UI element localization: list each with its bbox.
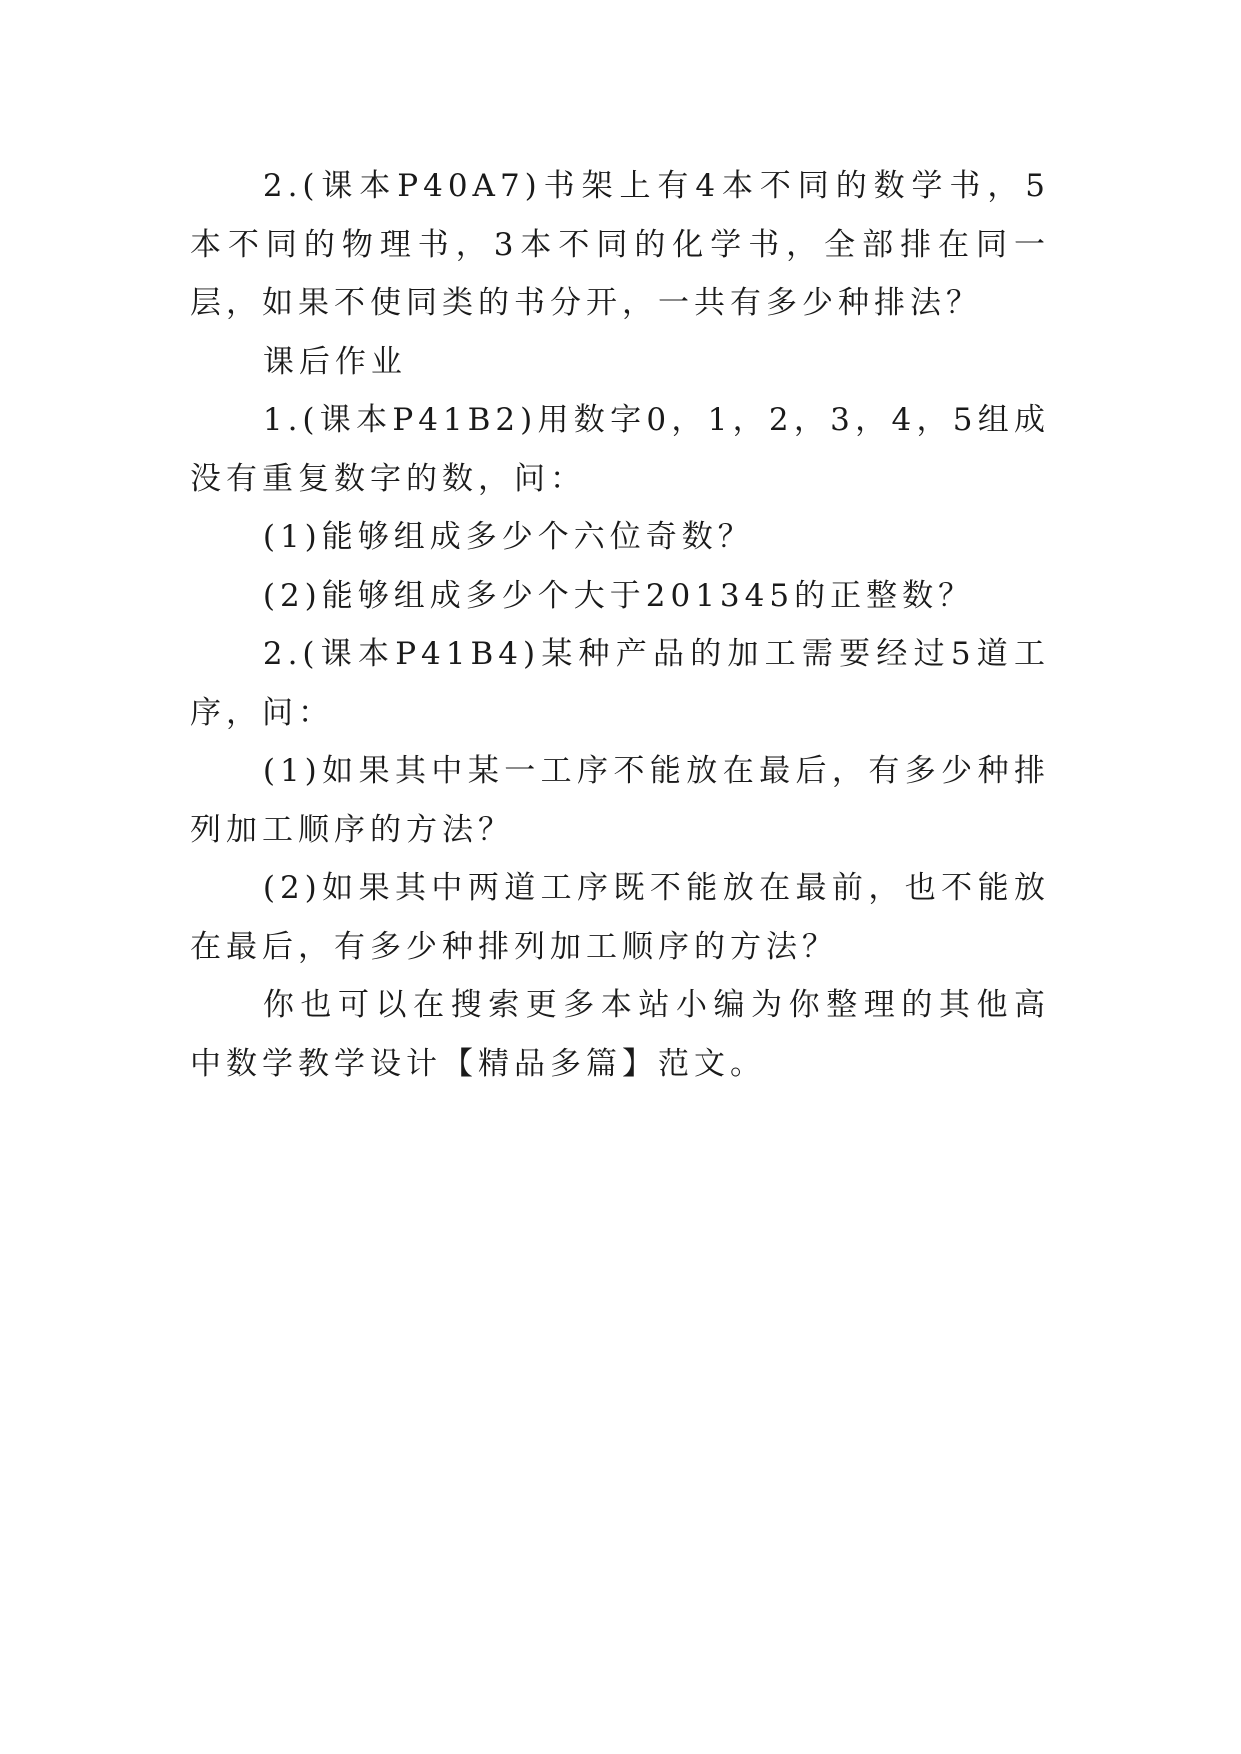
sub-question: (2)如果其中两道工序既不能放在最前，也不能放在最后，有多少种排列加工顺序的方法？ bbox=[190, 870, 1050, 965]
exercise-paragraph: 2.(课本P41B4)某种产品的加工需要经过5道工序，问： bbox=[190, 636, 1050, 731]
document-body bbox=[190, 157, 1050, 1093]
exercise-paragraph: 2.(课本P40A7)书架上有4本不同的数学书，5本不同的物理书，3本不同的化学书，全部排在同一层，如果不使同类的书分开，一共有多少种排法？ bbox=[190, 168, 1050, 321]
sub-question: (2)能够组成多少个大于201345的正整数？ bbox=[262, 577, 975, 614]
sub-question: (1)能够组成多少个六位奇数？ bbox=[262, 519, 754, 555]
exercise-paragraph: 1.(课本P41B2)用数字0，1，2，3，4，5组成没有重复数字的数，问： bbox=[190, 402, 1050, 497]
sub-question: (1)如果其中某一工序不能放在最后，有多少种排列加工顺序的方法？ bbox=[190, 753, 1050, 848]
closing-note: 你也可以在搜索更多本站小编为你整理的其他高中数学教学设计【精品多篇】范文。 bbox=[190, 987, 1050, 1082]
section-heading-homework: 课后作业 bbox=[262, 343, 407, 380]
